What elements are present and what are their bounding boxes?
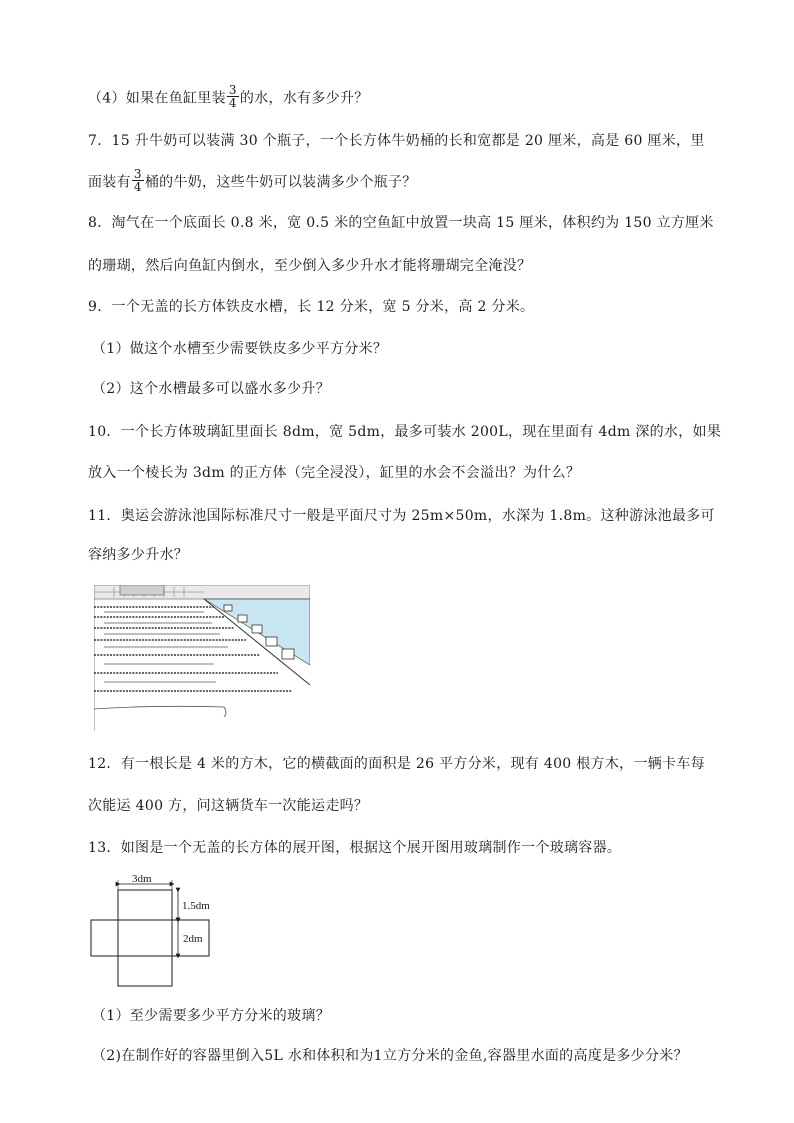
q6-part4-prefix: （4）如果在鱼缸里装: [88, 90, 226, 107]
q11-line2: 容纳多少升水？: [88, 547, 189, 563]
swimming-pool-illustration: [94, 585, 310, 731]
q8-line2: 的珊瑚，然后向鱼缸内倒水，至少倒入多少升水才能将珊瑚完全淹没？: [88, 258, 532, 274]
q7-line2-suffix: 桶的牛奶，这些牛奶可以装满多少个瓶子？: [144, 174, 417, 191]
q8-line1: 8．淘气在一个底面长 0.8 米，宽 0.5 米的空鱼缸中放置一块高 15 厘米，体积约为 150 立方厘米: [88, 215, 714, 231]
q6-part4: [88, 83, 369, 111]
cuboid-net-diagram: [88, 870, 248, 990]
dim-width-label: 3dm: [132, 873, 152, 885]
q13-sub2: （2)在制作好的容器里倒入5L 水和体积和为1立方分米的金鱼,容器里水面的高度是多少分米？: [92, 1048, 688, 1064]
q12-line2: 次能运 400 方，问这辆货车一次能运走吗？: [88, 798, 369, 814]
q13-sub1: （1）至少需要多少平方分米的玻璃？: [92, 1008, 331, 1024]
q9-sub2: （2）这个水槽最多可以盛水多少升？: [92, 381, 331, 397]
fraction-three-quarters: $\frac{3}{4}$: [228, 83, 237, 110]
q11-line1: 11．奥运会游泳池国际标准尺寸一般是平面尺寸为 25m×50m，水深为 1.8m。这种游泳池最多可: [88, 508, 715, 524]
q10-line1: 10．一个长方体玻璃缸里面长 8dm，宽 5dm，最多可装水 200L，现在里面有 4dm 深的水，如果: [88, 424, 722, 440]
dim-height2-label: 2dm: [183, 933, 203, 945]
q7-line2-prefix: 面装有: [88, 174, 131, 191]
q6-part4-suffix: 的水，水有多少升？: [239, 90, 369, 107]
q10-line2: 放入一个棱长为 3dm 的正方体（完全浸没），缸里的水会不会溢出？为什么？: [88, 465, 581, 481]
q7-line1: 7．15 升牛奶可以装满 30 个瓶子，一个长方体牛奶桶的长和宽都是 20 厘米，高是 60 厘米，里: [88, 133, 705, 149]
q9-line1: 9．一个无盖的长方体铁皮水槽，长 12 分米，宽 5 分米，高 2 分米。: [88, 299, 535, 315]
q9-sub1: （1）做这个水槽至少需要铁皮多少平方分米？: [92, 341, 388, 357]
q12-line1: 12．有一根长是 4 米的方木，它的横截面的面积是 26 平方分米，现有 400 根方木，一辆卡车每: [88, 756, 705, 772]
dim-height1-label: 1.5dm: [182, 900, 210, 912]
q13-line1: 13．如图是一个无盖的长方体的展开图，根据这个展开图用玻璃制作一个玻璃容器。: [88, 840, 622, 856]
q7-line2: [88, 167, 417, 195]
fraction-three-quarters: $\frac{3}{4}$: [133, 167, 142, 194]
